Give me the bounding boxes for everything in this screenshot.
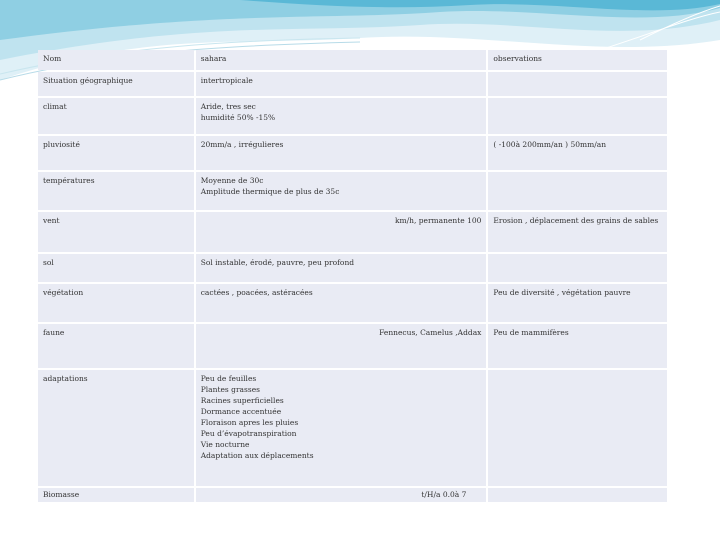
row-value: cactées , poacées, astéracées (196, 284, 487, 322)
table-row (38, 136, 667, 170)
value-line: Plantes grasses (200, 385, 260, 394)
row-observation: Peu de diversité , végétation pauvre (488, 284, 667, 322)
row-label: températures (38, 172, 194, 210)
row-label: sol (38, 254, 194, 282)
row-observation (488, 98, 667, 134)
value-line: humidité 50% -15% (200, 113, 276, 122)
row-observation: Peu de mammifères (488, 324, 667, 368)
header-cell-sahara: sahara (196, 50, 487, 70)
table-row (38, 324, 667, 368)
header-cell-observations: observations (488, 50, 667, 70)
table-row (38, 254, 667, 282)
row-observation (488, 254, 667, 282)
row-observation: Erosion , déplacement des grains de sables (488, 212, 667, 252)
row-value: t/H/a 0.0à 7 (196, 488, 487, 502)
value-line: Racines superficielles (200, 396, 284, 405)
table-row (38, 72, 667, 96)
value-line: Peu d’évapotranspiration (200, 429, 297, 438)
table-row (38, 98, 667, 134)
header-cell-name: Nom (38, 50, 194, 70)
value-line: Amplitude thermique de plus de 35c (200, 187, 340, 196)
row-label: Biomasse (38, 488, 194, 502)
row-observation (488, 488, 667, 502)
row-value (196, 370, 487, 486)
row-label: vent (38, 212, 194, 252)
table-row (38, 212, 667, 252)
row-label: pluviosité (38, 136, 194, 170)
value-line: Dormance accentuée (200, 407, 282, 416)
value-line: Adaptation aux déplacements (200, 451, 314, 460)
value-line: Aride, tres sec (200, 102, 256, 111)
row-value (196, 98, 487, 134)
row-label: végétation (38, 284, 194, 322)
value-line: Floraison apres les pluies (200, 418, 299, 427)
row-value: Sol instable, érodé, pauvre, peu profond (196, 254, 487, 282)
row-value: Fennecus, Camelus ,Addax (196, 324, 487, 368)
row-observation (488, 172, 667, 210)
row-observation (488, 370, 667, 486)
row-value: intertropicale (196, 72, 487, 96)
table-header-row (38, 50, 667, 70)
table-row (38, 370, 667, 486)
value-line: Moyenne de 30c (200, 176, 264, 185)
table-row (38, 488, 667, 502)
value-line: Vie nocturne (200, 440, 250, 449)
row-label: climat (38, 98, 194, 134)
row-observation: ( -100à 200mm/an ) 50mm/an (488, 136, 667, 170)
row-value: 20mm/a , irrégulieres (196, 136, 487, 170)
table-row (38, 284, 667, 322)
row-label: adaptations (38, 370, 194, 486)
row-label: faune (38, 324, 194, 368)
row-value: km/h, permanente 100 (196, 212, 487, 252)
table-row (38, 172, 667, 210)
row-label: Situation géographique (38, 72, 194, 96)
row-observation (488, 72, 667, 96)
row-value (196, 172, 487, 210)
sahara-info-table (36, 48, 669, 504)
value-line: Peu de feuilles (200, 374, 257, 383)
